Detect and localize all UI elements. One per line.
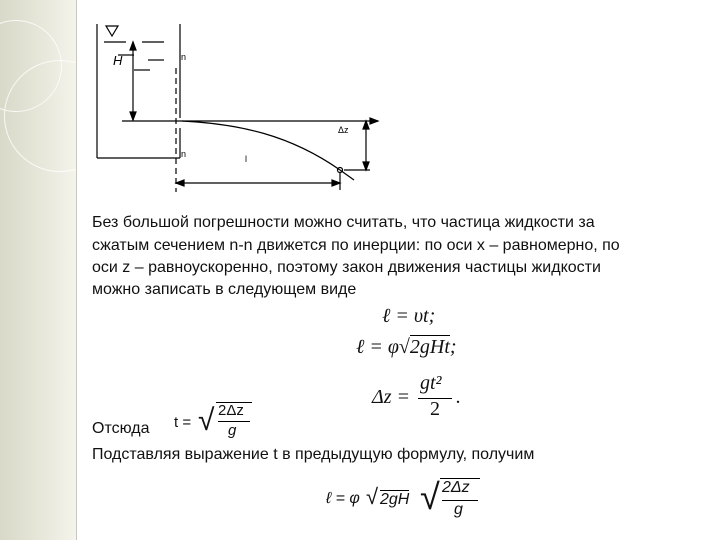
sqrt-sign: √ xyxy=(198,404,215,437)
label-n-bottom: n xyxy=(181,149,187,159)
sqrt-sign: √ xyxy=(366,484,379,509)
formula-3-denominator: 2 xyxy=(430,398,440,420)
label-H: H xyxy=(113,53,123,68)
formula-5-denominator: g xyxy=(454,501,463,518)
formula-4-left: t = xyxy=(174,414,192,431)
text-line-1: Без большой погрешности можно считать, что частица жидкости за xyxy=(92,214,595,231)
sqrt-sign: √ xyxy=(420,476,440,517)
formula-2-left: ℓ = φ xyxy=(356,336,399,358)
label-dz: Δz xyxy=(338,125,349,135)
formula-2-end: ; xyxy=(449,336,457,358)
otsyuda-label: Отсюда xyxy=(92,420,150,437)
text-line-4: можно записать в следующем виде xyxy=(92,281,357,298)
formula-3-numerator: gt² xyxy=(420,372,442,394)
jet-diagram xyxy=(0,0,720,200)
formula-4-numerator: 2Δz xyxy=(218,402,244,419)
water-level-icon xyxy=(106,26,118,36)
text-line-3: оси z – равноускоренно, поэтому закон движения частицы жидкости xyxy=(92,259,601,276)
label-l: l xyxy=(245,154,247,164)
formula-2-radicand: 2gHt xyxy=(409,336,450,358)
formula-5-radicand: 2gH xyxy=(380,491,410,508)
formula-4-denominator: g xyxy=(228,422,237,439)
substitute-text: Подставляя выражение t в предыдущую формулу, получим xyxy=(92,446,535,463)
formula-l-vt: ℓ = υt; xyxy=(382,305,436,327)
formula-5-numerator: 2Δz xyxy=(442,479,470,496)
formula-3-left: Δz = xyxy=(372,386,411,408)
sqrt-sign: √ xyxy=(398,336,410,358)
formula-5-left: ℓ = φ xyxy=(326,490,360,507)
jet-trajectory xyxy=(182,121,340,170)
formula-3-end: . xyxy=(456,386,461,408)
formula-l-sqrt-2gHt xyxy=(356,336,457,359)
label-n-top: n xyxy=(181,52,187,62)
text-line-2: сжатым сечением n-n движется по инерции: по оси x – равномерно, по xyxy=(92,237,620,254)
